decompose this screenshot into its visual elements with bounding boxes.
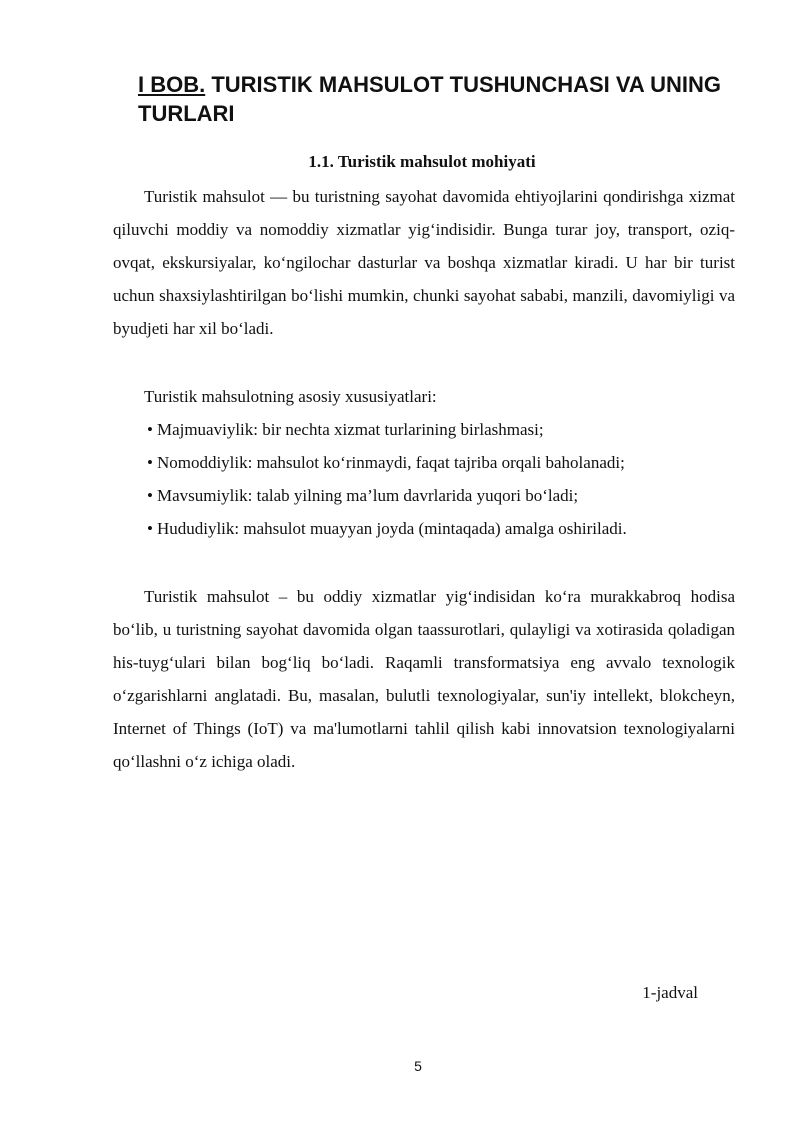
list-item: • Hududiylik: mahsulot muayyan joyda (mintaqada) amalga oshiriladi. (147, 512, 744, 545)
chapter-title-text: TURISTIK MAHSULOT TUSHUNCHASI VA UNING TURLARI (138, 72, 721, 126)
paragraph-digital-transformation: Turistik mahsulot – bu oddiy xizmatlar yig‘indisidan ko‘ra murakkabroq hodisa bo‘lib, u turistning sayohat davomida olgan taassurotlari, qulayligi va xotirasida qoladigan his-tuyg‘ulari bilan bog‘liq bo‘ladi. Raqamli transformatsiya eng avvalo texnologik o‘zgarishlarni anglatadi. Bu, masalan, bulutli texnologiyalar, sun'iy intellekt, blokcheyn, Internet of Things (IoT) va ma'lumotlarni tahlil qilish kabi innovatsion texnologiyalarni qo‘llashni o‘z ichiga oladi. (113, 587, 735, 771)
list-item: • Majmuaviylik: bir nechta xizmat turlarining birlashmasi; (147, 413, 744, 446)
page-number: 5 (414, 1058, 422, 1074)
list-item: • Nomoddiylik: mahsulot ko‘rinmaydi, faqat tajriba orqali baholanadi; (147, 446, 744, 479)
list-item: • Mavsumiylik: talab yilning ma’lum davrlarida yuqori bo‘ladi; (147, 479, 744, 512)
table-label: 1-jadval (642, 983, 698, 1002)
paragraph-definition: Turistik mahsulot — bu turistning sayohat davomida ehtiyojlarini qondirishga xizmat qiluvchi moddiy va nomoddiy xizmatlar yig‘indisidir. Bunga turar joy, transport, oziq-ovqat, ekskursiyalar, ko‘ngilochar dasturlar va boshqa xizmatlar kiradi. U har bir turist uchun shaxsiylashtirilgan bo‘lishi mumkin, chunki sayohat sababi, manzili, davomiyligi va byudjeti har xil bo‘ladi. (113, 187, 735, 338)
chapter-prefix: I BOB. (138, 72, 206, 97)
features-block (144, 380, 744, 545)
section-title: 1.1. Turistik mahsulot mohiyati (308, 152, 536, 171)
features-lead: Turistik mahsulotning asosiy xususiyatlari: (144, 387, 437, 406)
chapter-title (138, 70, 738, 128)
features-list (144, 413, 744, 545)
